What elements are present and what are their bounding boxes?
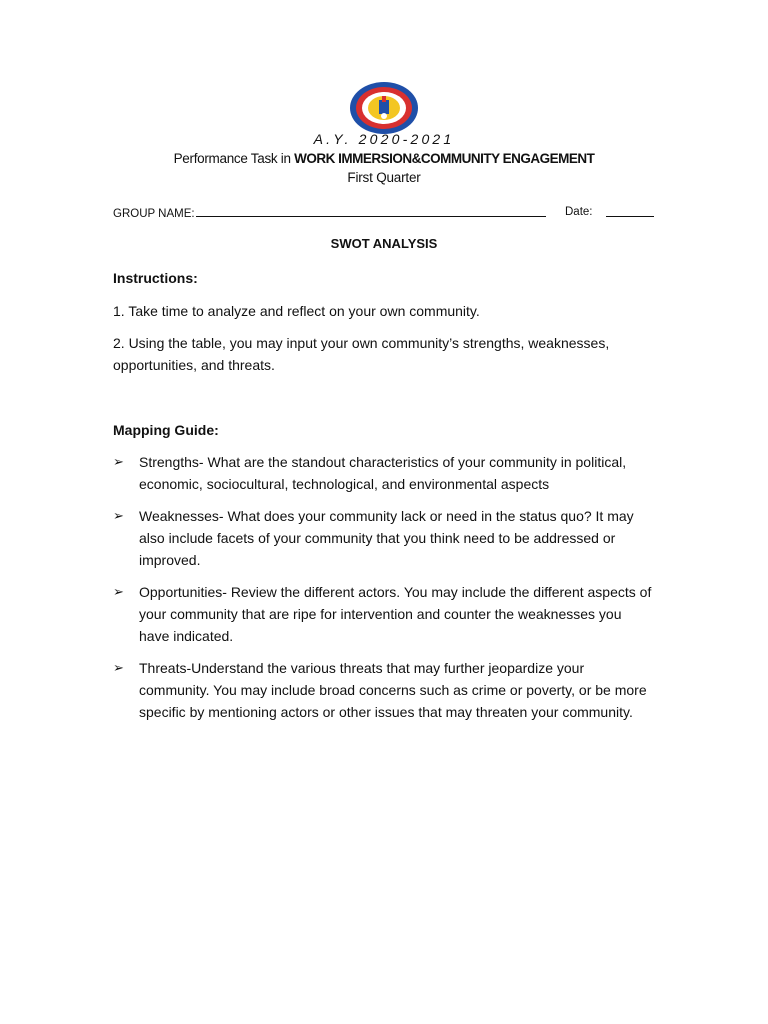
guide-item-text: Opportunities- Review the different actors. You may include the different aspects of your community that are ripe for intervention and counter the weaknesses you have indicated.	[139, 584, 652, 644]
instruction-item-1: 1. Take time to analyze and reflect on your own community.	[113, 303, 480, 319]
school-seal-logo	[348, 80, 420, 136]
task-subject: WORK IMMERSION&COMMUNITY ENGAGEMENT	[294, 151, 595, 166]
date-blank[interactable]	[606, 206, 654, 217]
group-name-row	[113, 206, 658, 220]
arrow-bullet-icon: ➢	[113, 508, 124, 523]
academic-year: A.Y. 2020-2021	[313, 131, 455, 147]
guide-item-strengths	[113, 451, 653, 495]
instruction-item-2: 2. Using the table, you may input your own community’s strengths, weaknesses, opportunities, and threats.	[113, 335, 610, 373]
guide-item-text: Threats-Understand the various threats that may further jeopardize your community. You may include broad concerns such as crime or poverty, or be more specific by mentioning actors or other issues that may threaten your community.	[139, 660, 647, 720]
group-name-blank[interactable]	[196, 206, 546, 217]
page-title: SWOT ANALYSIS	[330, 236, 438, 251]
mapping-guide-heading: Mapping Guide:	[113, 422, 219, 438]
date-label: Date:	[565, 206, 593, 218]
guide-item-text: Weaknesses- What does your community lack or need in the status quo? It may also include facets of your community that you think need to be addressed or improved.	[139, 508, 634, 568]
guide-item-weaknesses	[113, 505, 653, 571]
group-name-label: GROUP NAME:	[113, 208, 195, 220]
performance-task-line	[0, 151, 768, 166]
guide-item-threats	[113, 657, 653, 723]
quarter-label: First Quarter	[347, 170, 421, 185]
arrow-bullet-icon: ➢	[113, 660, 124, 675]
task-prefix: Performance Task in	[173, 151, 295, 166]
instructions-heading: Instructions:	[113, 270, 198, 286]
guide-item-text: Strengths- What are the standout characteristics of your community in political, economic, sociocultural, technological, and environmental aspects	[139, 454, 627, 492]
mapping-guide-list	[113, 451, 653, 733]
arrow-bullet-icon: ➢	[113, 584, 124, 599]
arrow-bullet-icon: ➢	[113, 454, 124, 469]
guide-item-opportunities	[113, 581, 653, 647]
